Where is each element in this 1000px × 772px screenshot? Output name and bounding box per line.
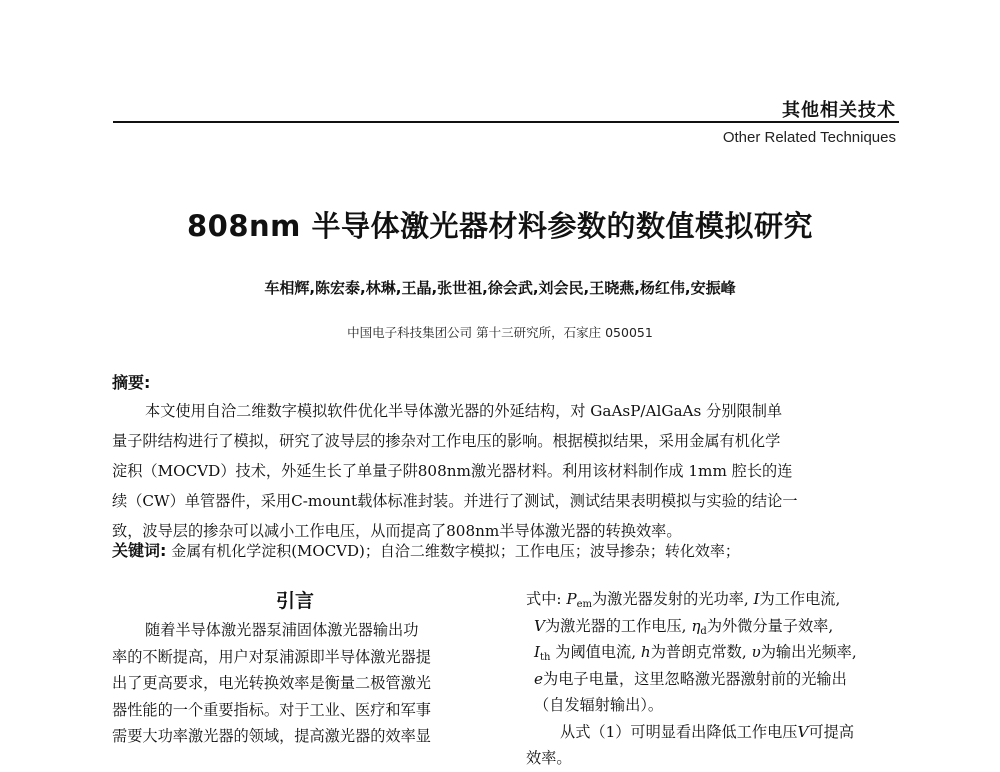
abstract-label: 摘要: (112, 373, 151, 392)
formula-note-line: V为激光器的工作电压, $\eta_d$为外微分量子效率, (534, 616, 834, 637)
abstract-body (112, 396, 900, 546)
intro-line: 器性能的一个重要指标。对于工业、医疗和军事 (112, 700, 431, 719)
keywords-text: 金属有机化学淀积(MOCVD)；自洽二维数字模拟；工作电压；波导掺杂；转化效率； (171, 542, 740, 560)
intro-line: 出了更高要求，电光转换效率是衡量二极管激光 (112, 674, 431, 693)
abstract-line: 量子阱结构进行了模拟，研究了波导层的掺杂对工作电压的影响。根据模拟结果，采用金属有机化学 (112, 432, 781, 450)
abstract-line: 淀积（MOCVD）技术，外延生长了单量子阱808nm激光器材料。利用该材料制作成 1mm 腔长的连 (112, 462, 793, 480)
intro-column (112, 586, 492, 750)
formula-note-line: （自发辐射输出）。 (534, 696, 664, 714)
intro-line: 需要大功率激光器的领域，提高激光器的效率显 (112, 727, 431, 746)
formula-note-line: 式中: $P_{em}$为激光器发射的光功率, I为工作电流, (526, 590, 841, 610)
right-column (526, 586, 900, 772)
abstract-line: 致，波导层的掺杂可以减小工作电压，从而提高了808nm半导体激光器的转换效率。 (112, 522, 682, 540)
abstract-line: 本文使用自洽二维数字模拟软件优化半导体激光器的外延结构，对 GaAsP/AlGaAs 分别限制单 (145, 402, 783, 420)
body-line: 从式（1）可明显看出降低工作电压V可提高 (560, 722, 855, 741)
keywords-label: 关键词: (112, 541, 167, 560)
keywords (112, 538, 902, 561)
intro-line: 率的不断提高，用户对泵浦源即半导体激光器提 (112, 647, 431, 666)
intro-heading: 引言 (275, 590, 314, 612)
formula-note-line: $I_{th}$ 为阈值电流, h为普朗克常数, υ为输出光频率, (534, 643, 857, 663)
abstract-line: 续（CW）单管器件，采用C-mount载体标准封装。并进行了测试，测试结果表明模拟与实验的结论一 (112, 492, 798, 510)
paper-title: 808nm 半导体激光器材料参数的数值模拟研究 (187, 209, 813, 243)
header-rule (113, 121, 899, 123)
section-title-cn: 其他相关技术 (782, 100, 896, 121)
author-list: 车相辉,陈宏泰,林琳,王晶,张世祖,徐会武,刘会民,王晓燕,杨红伟,安振峰 (264, 279, 736, 297)
body-line: 效率。 (526, 749, 572, 767)
section-title-en: Other Related Techniques (722, 129, 896, 146)
formula-note-line: e为电子电量，这里忽略激光器激射前的光输出 (534, 669, 847, 688)
intro-line: 随着半导体激光器泵浦固体激光器输出功 (145, 621, 419, 639)
affiliation: 中国电子科技集团公司 第十三研究所，石家庄 050051 (347, 325, 653, 340)
